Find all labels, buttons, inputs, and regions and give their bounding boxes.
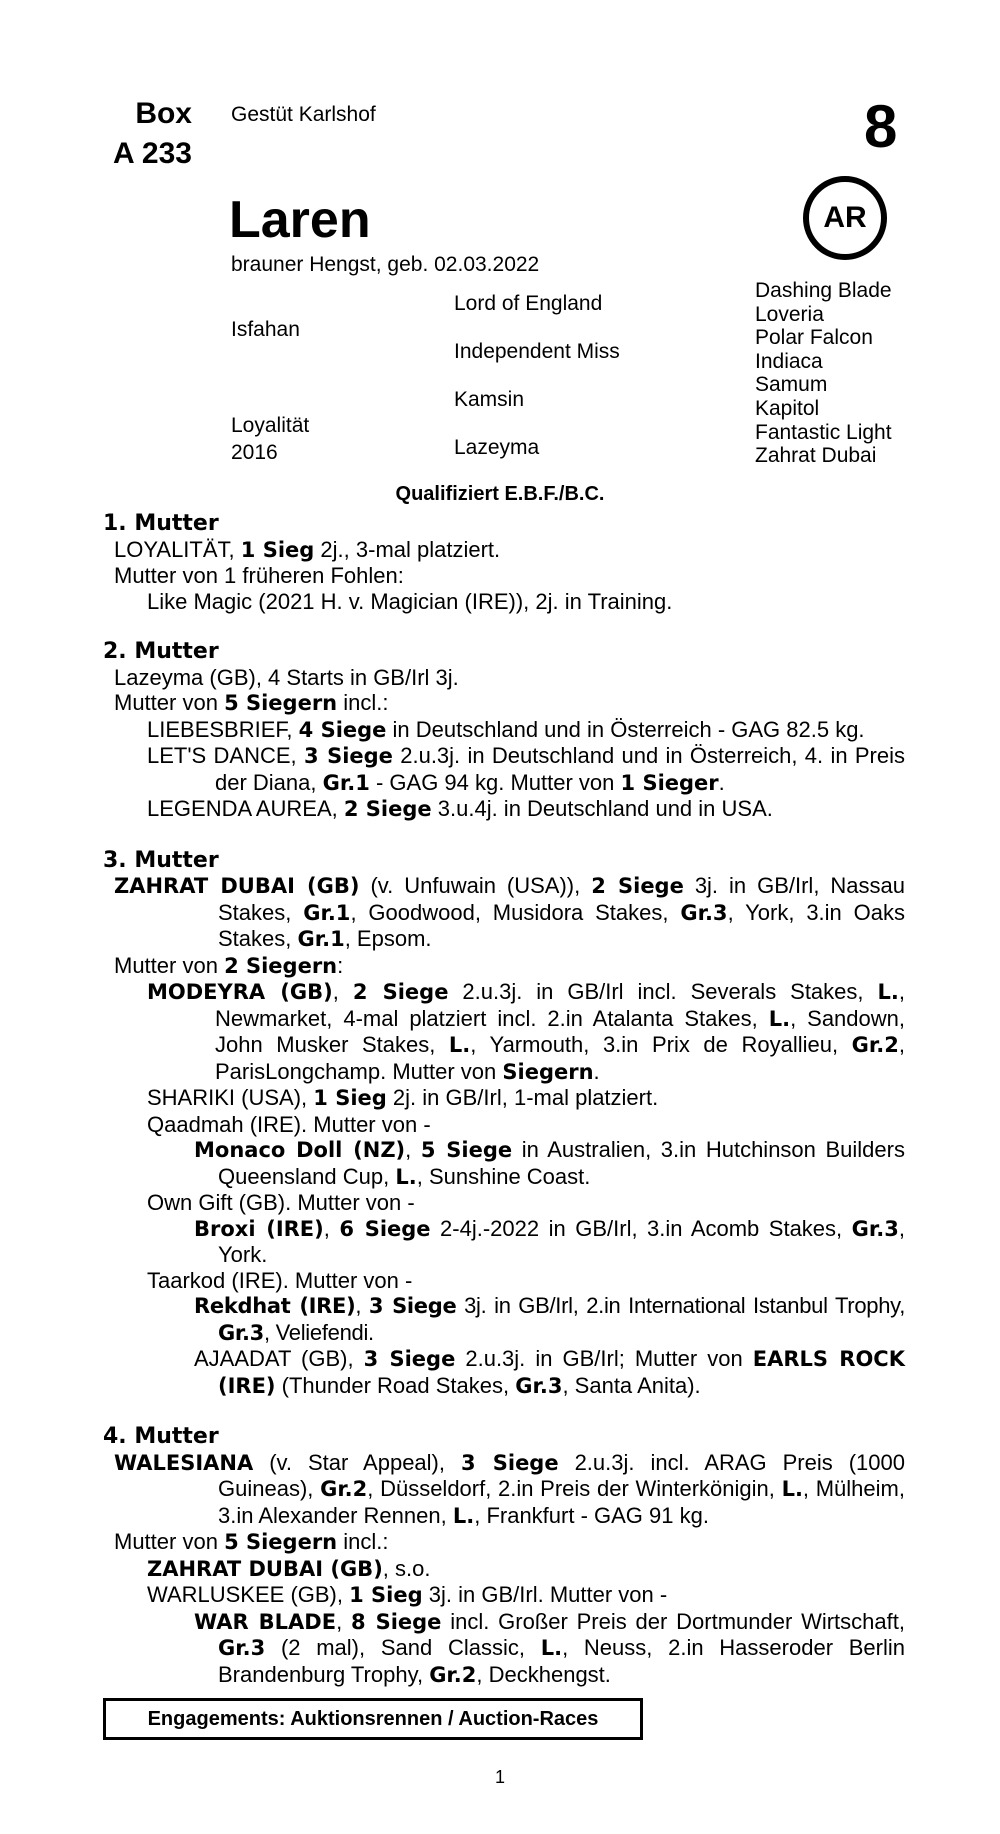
progeny-entry: LIEBESBRIEF, 4 Siege in Deutschland und in Österreich - GAG 82.5 kg. (147, 716, 865, 742)
progeny-entry: LET'S DANCE, 3 Siege 2.u.3j. in Deutschland und in Österreich, 4. in Preis der Diana, Gr.1 - GAG 94 kg. Mutter von 1 Sieger. (147, 743, 905, 795)
ar-badge: AR (803, 176, 887, 260)
pedigree-dam-year: 2016 (231, 441, 278, 464)
section-heading: 1. Mutter (103, 511, 219, 536)
progeny-entry: Taarkod (IRE). Mutter von - (147, 1267, 413, 1293)
pedigree-gen3-item: Loveria (755, 302, 824, 326)
dam-line: WALESIANA (v. Star Appeal), 3 Siege 2.u.3j. incl. ARAG Preis (1000 Guineas), Gr.2, Düsseldorf, 2.in Preis der Winterkönigin, L., Mülheim, 3.in Alexander Rennen, L., Frankfurt - GAG 91 kg. (114, 1449, 905, 1528)
progeny-entry: WARLUSKEE (GB), 1 Sieg 3j. in GB/Irl. Mutter von - (147, 1582, 668, 1607)
pedigree-gen2-item: Lord of England (454, 292, 603, 315)
grandprogeny-entry: Monaco Doll (NZ), 5 Siege in Australien, 3.in Hutchinson Builders Queensland Cup, L., Sunshine Coast. (194, 1137, 905, 1189)
grandprogeny-entry: WAR BLADE, 8 Siege incl. Großer Preis der Dortmunder Wirtschaft, Gr.3 (2 mal), Sand Classic, L., Neuss, 2.in Hasseroder Berlin Brandenburg Trophy, Gr.2, Deckhengst. (194, 1608, 905, 1687)
foals-intro: Mutter von 1 früheren Fohlen: (114, 563, 404, 588)
pedigree-gen3-item: Fantastic Light (755, 420, 892, 444)
pedigree-gen2-item: Lazeyma (454, 436, 540, 459)
section-heading: 2. Mutter (103, 639, 219, 664)
page-number: 1 (494, 1767, 505, 1787)
foal-entry: Like Magic (2021 H. v. Magician (IRE)), 2j. in Training. (147, 588, 673, 614)
pedigree-dam: Loyalität (231, 414, 310, 437)
dam-sections (103, 511, 905, 1688)
grandprogeny-entry: Rekdhat (IRE), 3 Siege 3j. in GB/Irl, 2.in International Istanbul Trophy, Gr.3, Veliefendi. (194, 1293, 906, 1345)
horse-description: brauner Hengst, geb. 02.03.2022 (231, 253, 540, 276)
horse-name: Laren (229, 191, 371, 249)
pedigree-gen3-item: Kapitol (755, 396, 820, 420)
section-heading: 4. Mutter (103, 1424, 219, 1449)
section-heading: 3. Mutter (103, 847, 219, 873)
grandprogeny-entry: Broxi (IRE), 6 Siege 2-4j.-2022 in GB/Irl, 3.in Acomb Stakes, Gr.3, York. (194, 1215, 905, 1267)
progeny-entry: ZAHRAT DUBAI (GB), s.o. (147, 1555, 431, 1581)
box-label: Box (135, 97, 192, 130)
grandprogeny-entry: AJAADAT (GB), 3 Siege 2.u.3j. in GB/Irl; Mutter von EARLS ROCK (IRE) (Thunder Road Stakes, Gr.3, Santa Anita). (194, 1346, 905, 1398)
pedigree-sire: Isfahan (231, 318, 300, 341)
progeny-entry: SHARIKI (USA), 1 Sieg 2j. in GB/Irl, 1-mal platziert. (147, 1085, 659, 1110)
engagements-box: Engagements: Auktionsrennen / Auction-Races (103, 1698, 643, 1740)
progeny-entry: LEGENDA AUREA, 2 Siege 3.u.4j. in Deutschland und in USA. (147, 796, 773, 821)
qualification: Qualifiziert E.B.F./B.C. (395, 483, 605, 505)
pedigree-gen2-item: Independent Miss (454, 340, 620, 363)
progeny-entry: Qaadmah (IRE). Mutter von - (147, 1111, 431, 1137)
dam-line: Lazeyma (GB), 4 Starts in GB/Irl 3j. (114, 664, 459, 690)
lot-number: 8 (864, 93, 898, 160)
progeny-entry: Own Gift (GB). Mutter von - (147, 1190, 415, 1215)
pedigree-gen3-item: Samum (755, 373, 828, 397)
progeny-intro: Mutter von 5 Siegern incl.: (114, 690, 389, 715)
pedigree-gen2-item: Kamsin (454, 388, 525, 411)
breeder: Gestüt Karlshof (231, 103, 376, 126)
box-number: A 233 (113, 137, 192, 170)
progeny-entry: MODEYRA (GB), 2 Siege 2.u.3j. in GB/Irl incl. Severals Stakes, L., Newmarket, 4-mal platziert incl. 2.in Atalanta Stakes, L., Sandown, John Musker Stakes, L., Yarmouth, 3.in Prix de Royallieu, Gr.2, ParisLongchamp. Mutter von Siegern. (147, 979, 905, 1084)
progeny-intro: Mutter von 2 Siegern: (114, 952, 344, 978)
pedigree-gen3-item: Zahrat Dubai (755, 444, 877, 468)
progeny-intro: Mutter von 5 Siegern incl.: (114, 1529, 389, 1554)
dam-line: LOYALITÄT, 1 Sieg 2j., 3-mal platziert. (114, 536, 501, 562)
dam-line: ZAHRAT DUBAI (GB) (v. Unfuwain (USA)), 2 Siege 3j. in GB/Irl, Nassau Stakes, Gr.1, Goodwood, Musidora Stakes, Gr.3, York, 3.in Oaks Stakes, Gr.1, Epsom. (114, 873, 905, 951)
pedigree-gen3-item: Dashing Blade (755, 279, 892, 302)
pedigree-gen3-item: Polar Falcon (755, 326, 873, 350)
pedigree-gen3-item: Indiaca (755, 349, 823, 373)
pedigree-gen3 (755, 279, 892, 468)
